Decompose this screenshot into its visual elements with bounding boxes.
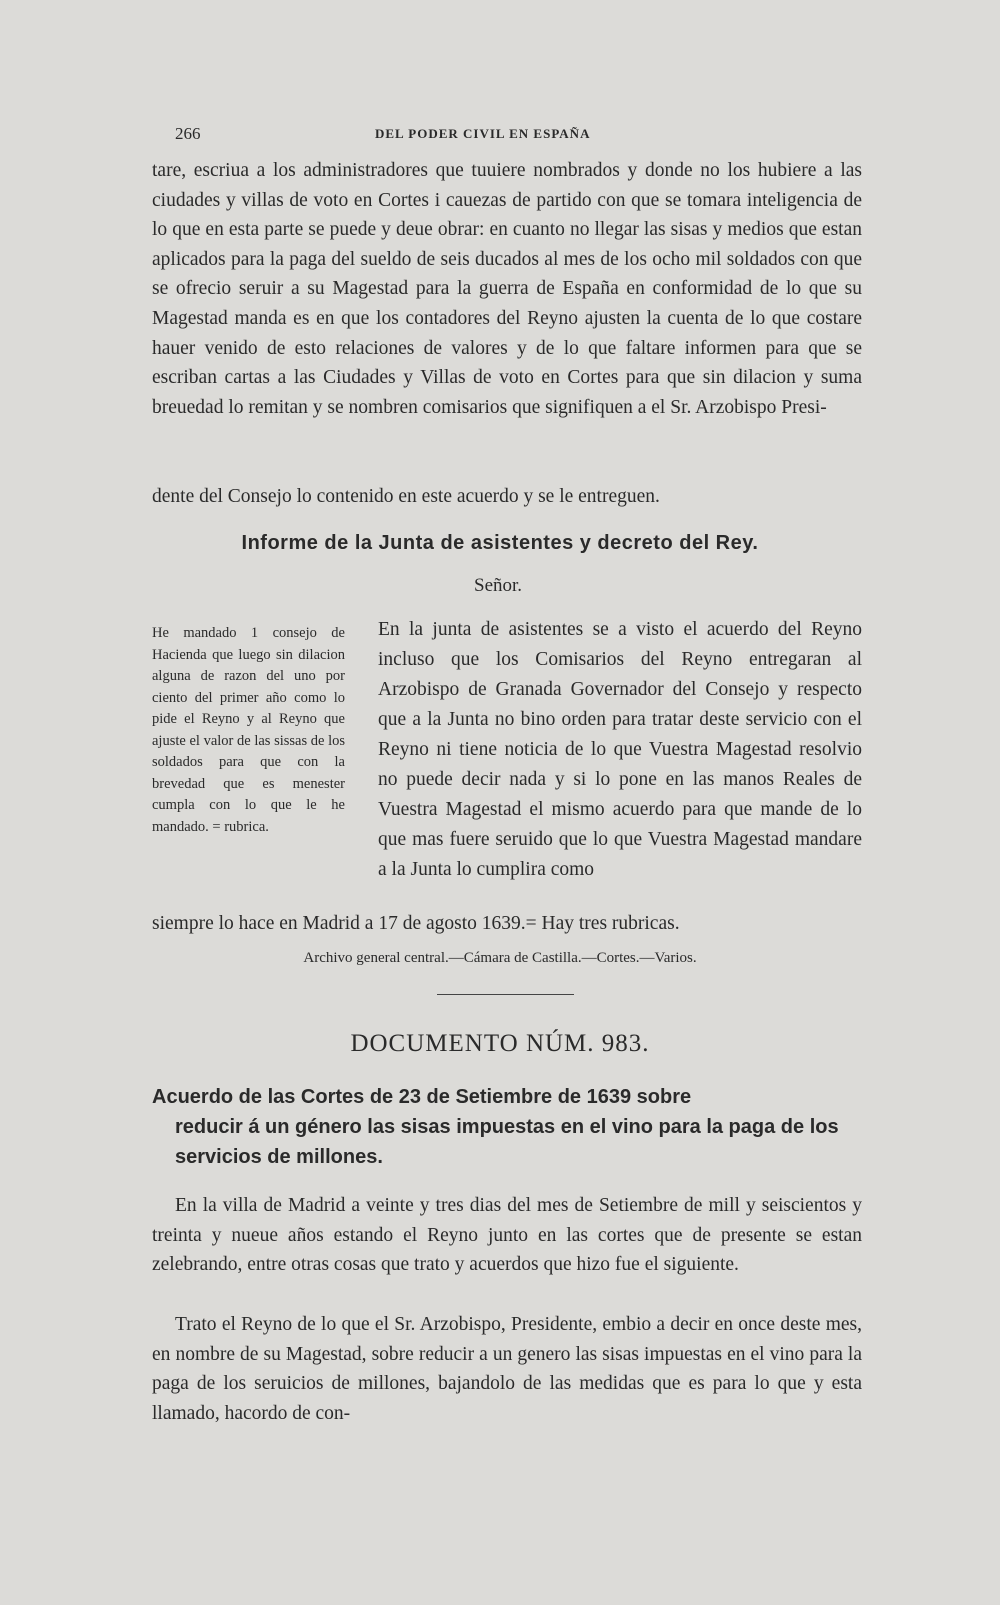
archive-reference: Archivo general central.—Cámara de Castilla.—Cortes.—Varios. <box>303 950 697 966</box>
page-number: 266 <box>175 124 201 143</box>
section-divider <box>437 994 574 995</box>
document-number: DOCUMENTO NÚM. 983. <box>350 1030 650 1057</box>
document-paragraph-2: Trato el Reyno de lo que el Sr. Arzobispo, Presidente, embio a decir en once deste mes, en nombre de su Magestad, sobre reducir a un genero las sisas impuestas en el vino para la paga de los seruicios de millones, bajandolo de las medidas que es para lo que y esta llamado, hacordo de con- <box>152 1314 862 1424</box>
body-paragraph-1-last-line: dente del Consejo lo contenido en este acuerdo y se le entreguen. <box>152 486 660 507</box>
document-title-continuation: reducir á un género las sisas impuestas en el vino para la paga de los servicios de millones. <box>175 1116 839 1168</box>
informe-body: En la junta de asistentes se a visto el acuerdo del Reyno incluso que los Comisarios del Reyno entregaran al Arzobispo de Granada Governador del Consejo y respecto que a la Junta no bino orden para tratar deste servicio con el Reyno ni tiene noticia de lo que Vuestra Magestad resolvio no puede decir nada y si lo pone en las manos Reales de Vuestra Magestad el mismo acuerdo para que mande de lo que mas fuere seruido que lo que Vuestra Magestad mandare a la Junta lo cumplira como <box>378 619 862 880</box>
running-head: DEL PODER CIVIL EN ESPAÑA <box>375 126 591 141</box>
document-title-line-1: Acuerdo de las Cortes de 23 de Setiembre de 1639 sobre <box>152 1086 692 1108</box>
salutation: Señor. <box>474 575 523 596</box>
document-title <box>152 1082 862 1172</box>
informe-heading: Informe de la Junta de asistentes y decreto del Rey. <box>241 532 759 554</box>
closing-line: siempre lo hace en Madrid a 17 de agosto 1639.= Hay tres rubricas. <box>152 913 680 934</box>
margin-note: He mandado 1 consejo de Hacienda que luego sin dilacion alguna de razon del uno por ciento del primer año como lo pide el Reyno y al Reyno que ajuste el valor de las sissas de los soldados para que con la brevedad que es menester cumpla con lo que le he mandado. = rubrica. <box>152 625 345 835</box>
document-paragraph-1: En la villa de Madrid a veinte y tres dias del mes de Setiembre de mill y seiscientos y treinta y nueue años estando el Reyno junto en las cortes que de presente se estan zelebrando, entre otras cosas que trato y acuerdos que hizo fue el siguiente. <box>152 1195 862 1276</box>
page-header <box>175 124 860 144</box>
body-paragraph-1: tare, escriua a los administradores que tuuiere nombrados y donde no los hubiere a las ciudades y villas de voto en Cortes i cauezas de partido con que se tomara inteligencia de lo que en esta parte se puede y deue obrar: en cuanto no llegar las sisas y medios que estan aplicados para la paga del sueldo de seis ducados al mes de los ocho mil soldados con que se ofrecio seruir a su Magestad para la guerra de España en conformidad de lo que su Magestad manda es en que los contadores del Reyno ajusten la cuenta de lo que costare hauer venido de esto relaciones de valores y de lo que faltare informen para que se escriban cartas a las Ciudades y Villas de voto en Cortes para que sin dilacion y suma breuedad lo remitan y se nombren comisarios que signifiquen a el Sr. Arzobispo Presi- <box>152 160 862 418</box>
